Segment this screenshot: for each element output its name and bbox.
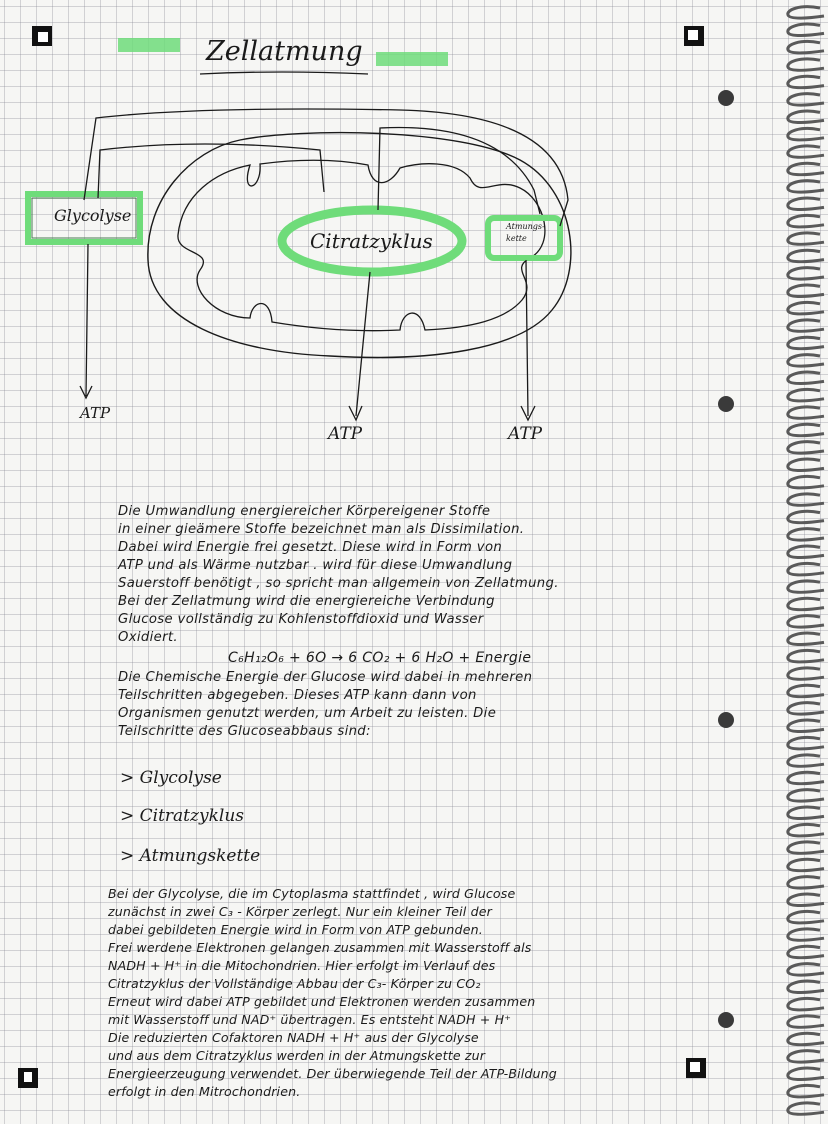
step-item-citratzyklus: > Citratzyklus	[120, 806, 244, 826]
atp-label-citratzyklus: ATP	[328, 424, 363, 444]
spiral-coil	[788, 1085, 824, 1096]
paragraph3-line: Erneut wird dabei ATP gebildet und Elektronen werden zusammen	[108, 994, 536, 1009]
atmungskette-label-line1: Atmungs-	[506, 222, 545, 231]
paragraph1-line: Oxidiert.	[118, 630, 178, 645]
atp-label-atmungskette: ATP	[508, 424, 543, 444]
spiral-coil	[788, 633, 824, 644]
arrow-citrat-to-atmungskette	[378, 128, 540, 214]
spiral-coil	[788, 529, 824, 540]
arrow-glycolyse-to-citrat	[98, 144, 324, 198]
paragraph1-line: Die Umwandlung energiereicher Körpereigener Stoffe	[118, 504, 491, 519]
arrow-glycolyse-atp	[80, 244, 92, 398]
atmungskette-label-line2: kette	[506, 234, 527, 243]
corner-marker-bottom-right	[686, 1058, 706, 1078]
punch-hole	[718, 712, 734, 728]
paragraph1-line: Bei der Zellatmung wird die energiereiche Verbindung	[118, 594, 495, 609]
paragraph3-line: NADH + H⁺ in die Mitochondrien. Hier erfolgt im Verlauf des	[108, 958, 496, 973]
step-item-glycolyse: > Glycolyse	[120, 768, 222, 788]
page-title: Zellatmung	[206, 36, 363, 67]
paragraph3-line: Citratzyklus der Vollständige Abbau der C₃- Körper zu CO₂	[108, 976, 481, 991]
spiral-coil	[788, 616, 824, 627]
spiral-coil	[788, 650, 824, 661]
paragraph3-line: Die reduzierten Cofaktoren NADH + H⁺ aus der Glycolyse	[108, 1030, 479, 1045]
spiral-coil	[788, 511, 824, 522]
paragraph3-line: erfolgt in den Mitrochondrien.	[108, 1084, 301, 1099]
spiral-coil	[788, 946, 824, 957]
citratzyklus-label: Citratzyklus	[310, 229, 433, 253]
corner-marker-bottom-left	[18, 1068, 38, 1088]
spiral-coil	[788, 494, 824, 505]
paragraph1-line: Glucose vollständig zu Kohlenstoffdioxid und Wasser	[118, 612, 484, 627]
paragraph3-line: dabei gebildeten Energie wird in Form von ATP gebunden.	[108, 922, 483, 937]
spiral-coil	[788, 998, 824, 1009]
spiral-coil	[788, 981, 824, 992]
arrow-citrat-atp	[349, 272, 370, 420]
paragraph2-line: Organismen genutzt werden, um Arbeit zu leisten. Die	[118, 706, 497, 721]
spiral-coil	[788, 877, 824, 888]
title-highlight-left	[118, 38, 180, 52]
punch-hole	[718, 1012, 734, 1028]
paragraph1-line: Dabei wird Energie frei gesetzt. Diese wird in Form von	[118, 540, 503, 555]
reaction-equation: C₆H₁₂O₆ + 6O → 6 CO₂ + 6 H₂O + Energie	[228, 650, 532, 666]
spiral-coil	[788, 581, 824, 592]
paragraph3-line: mit Wasserstoff und NAD⁺ übertragen. Es entsteht NADH + H⁺	[108, 1012, 512, 1027]
title-highlight-right	[376, 52, 448, 66]
spiral-coil	[788, 1051, 824, 1062]
spiral-coil	[788, 1033, 824, 1044]
paragraph3-line: zunächst in zwei C₃ - Körper zerlegt. Nur ein kleiner Teil der	[108, 904, 492, 919]
spiral-coil	[788, 1068, 824, 1079]
spiral-coil	[788, 842, 824, 853]
atp-label-glycolyse: ATP	[80, 404, 111, 422]
spiral-coil	[788, 685, 824, 696]
paragraph2-line: Teilschritte des Glucoseabbaus sind:	[118, 724, 371, 739]
paragraph2-line: Teilschritten abgegeben. Dieses ATP kann dann von	[118, 688, 477, 703]
spiral-coil	[788, 598, 824, 609]
spiral-coil	[788, 929, 824, 940]
paragraph3-line: Bei der Glycolyse, die im Cytoplasma stattfindet , wird Glucose	[108, 886, 516, 901]
paragraph2-line: Die Chemische Energie der Glucose wird dabei in mehreren	[118, 670, 533, 685]
spiral-coil	[788, 894, 824, 905]
spiral-coil	[788, 807, 824, 818]
paragraph1-line: Sauerstoff benötigt , so spricht man allgemein von Zellatmung.	[118, 576, 559, 591]
spiral-coil	[788, 737, 824, 748]
paragraph3-line: Energieerzeugung verwendet. Der überwiegende Teil der ATP-Bildung	[108, 1066, 557, 1081]
arrow-atmungskette-atp	[521, 260, 535, 420]
step-item-atmungskette: > Atmungskette	[120, 846, 261, 866]
glycolyse-label: Glycolyse	[54, 206, 132, 225]
paragraph1-line: in einer gieämere Stoffe bezeichnet man als Dissimilation.	[118, 522, 525, 537]
spiral-coil	[788, 720, 824, 731]
spiral-coil	[788, 790, 824, 801]
spiral-coil	[788, 859, 824, 870]
spiral-coil	[788, 563, 824, 574]
spiral-coil	[788, 1103, 824, 1114]
spiral-coil	[788, 546, 824, 557]
spiral-coil	[788, 964, 824, 975]
title-underline	[200, 72, 368, 74]
paragraph3-line: Frei werdene Elektronen gelangen zusammen mit Wasserstoff als	[108, 940, 532, 955]
spiral-coil	[788, 824, 824, 835]
spiral-coil	[788, 755, 824, 766]
spiral-coil	[788, 703, 824, 714]
spiral-coil	[788, 668, 824, 679]
paragraph3-line: und aus dem Citratzyklus werden in der Atmungskette zur	[108, 1048, 486, 1063]
spiral-coil	[788, 1016, 824, 1027]
spiral-coil	[788, 772, 824, 783]
spiral-coil	[788, 911, 824, 922]
paragraph1-line: ATP und als Wärme nutzbar . wird für diese Umwandlung	[118, 558, 513, 573]
